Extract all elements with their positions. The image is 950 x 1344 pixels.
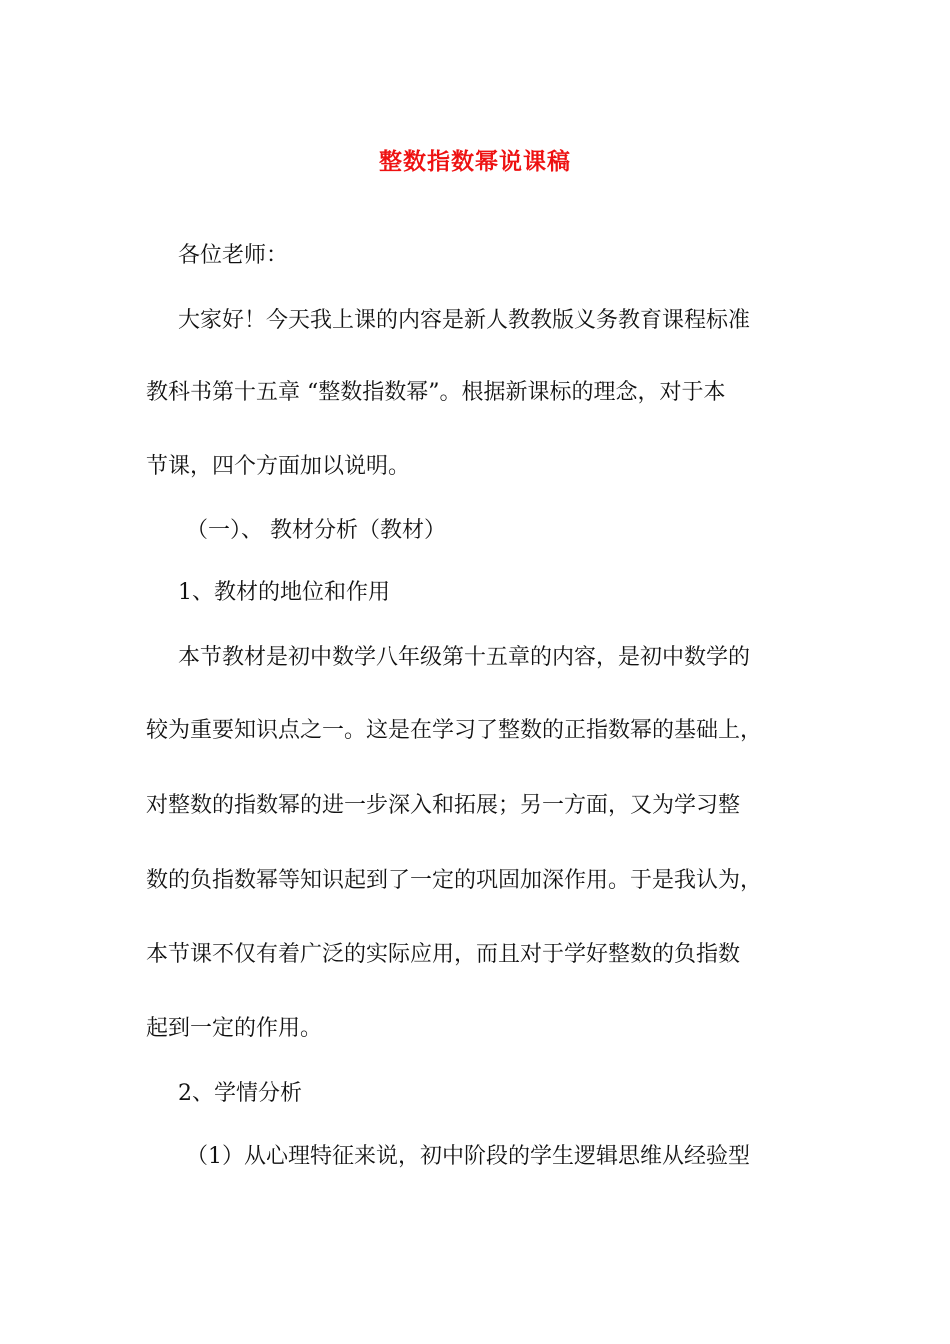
subsection-heading: 1、教材的地位和作用 [178,580,390,605]
paragraph-line: （1）从心理特征来说，初中阶段的学生逻辑思维从经验型 [186,1144,750,1169]
paragraph-line: 本节教材是初中数学八年级第十五章的内容，是初中数学的 [178,645,751,670]
paragraph-line: 教科书第十五章 “整数指数幂”。根据新课标的理念，对于本 [146,380,726,405]
paragraph-line: 较为重要知识点之一。这是在学习了整数的正指数幂的基础上， [146,718,763,743]
section-heading: （一）、 教材分析（教材） [186,518,446,543]
paragraph-line: 大家好！今天我上课的内容是新人教教版义务教育课程标准 [178,308,751,333]
greeting-line: 各位老师： [178,243,289,268]
paragraph-line: 数的负指数幂等知识起到了一定的巩固加深作用。于是我认为， [146,868,763,893]
document-title: 整数指数幂说课稿 [379,149,571,175]
subsection-heading: 2、学情分析 [178,1081,302,1106]
paragraph-line: 节课，四个方面加以说明。 [146,454,411,479]
paragraph-line: 起到一定的作用。 [146,1016,323,1041]
paragraph-line: 对整数的指数幂的进一步深入和拓展；另一方面，又为学习整 [146,793,741,818]
paragraph-line: 本节课不仅有着广泛的实际应用，而且对于学好整数的负指数 [146,942,741,967]
